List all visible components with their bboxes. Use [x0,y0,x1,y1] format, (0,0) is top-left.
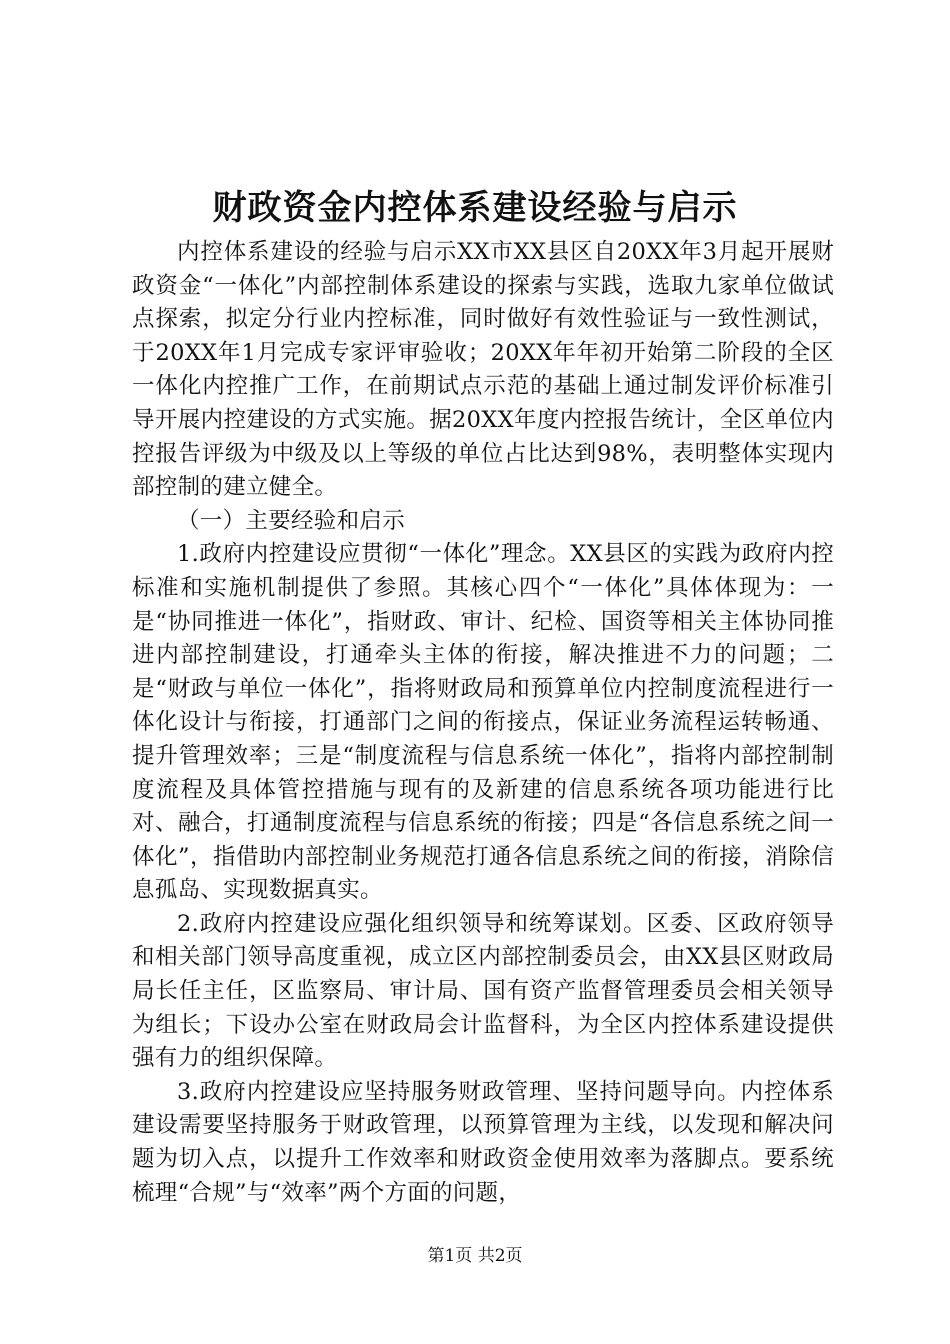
document-title: 财政资金内控体系建设经验与启示 [212,188,738,228]
paragraph-intro: 内控体系建设的经验与启示XX市XX县区自20XX年3月起开展财政资金“一体化”内部控制体系建设的探索与实践，选取九家单位做试点探索，拟定分行业内控标准，同时做好有效性验证与一致性测试，于20XX年1月完成专家评审验收；20XX年年初开始第二阶段的全区一体化内控推广工作，在前期试点示范的基础上通过制发评价标准引导开展内控建设的方式实施。据20XX年度内控报告统计，全区单位内控报告评级为中级及以上等级的单位占比达到98%，表明整体实现内部控制的建立健全。 [132,239,834,501]
paragraph-point-1: 1.政府内控建设应贯彻“一体化”理念。XX县区的实践为政府内控标准和实施机制提供了参照。其核心四个“一体化”具体体现为：一是“协同推进一体化”，指财政、审计、纪检、国资等相关主体协同推进内部控制建设，打通牵头主体的衔接，解决推进不力的问题；二是“财政与单位一体化”，指将财政局和预算单位内控制度流程进行一体化设计与衔接，打通部门之间的衔接点，保证业务流程运转畅通、提升管理效率；三是“制度流程与信息系统一体化”，指将内部控制制度流程及具体管控措施与现有的及新建的信息系统各项功能进行比对、融合，打通制度流程与信息系统的衔接；四是“各信息系统之间一体化”，指借助内部控制业务规范打通各信息系统之间的衔接，消除信息孤岛、实现数据真实。 [132,541,834,904]
paragraph-point-3: 3.政府内控建设应坚持服务财政管理、坚持问题导向。内控体系建设需要坚持服务于财政管理，以预算管理为主线，以发现和解决问题为切入点，以提升工作效率和财政资金使用效率为落脚点。要系统梳理“合规”与“效率”两个方面的问题， [132,1078,834,1206]
paragraph-point-2: 2.政府内控建设应强化组织领导和统筹谋划。区委、区政府领导和相关部门领导高度重视，成立区内部控制委员会，由XX县区财政局局长任主任，区监察局、审计局、国有资产监督管理委员会相关领导为组长；下设办公室在财政局会计监督科，为全区内控体系建设提供强有力的组织保障。 [132,910,834,1072]
page-footer: 第1页 共2页 [427,1246,523,1266]
document-body [132,236,834,1210]
section-heading: （一）主要经验和启示 [177,507,406,534]
